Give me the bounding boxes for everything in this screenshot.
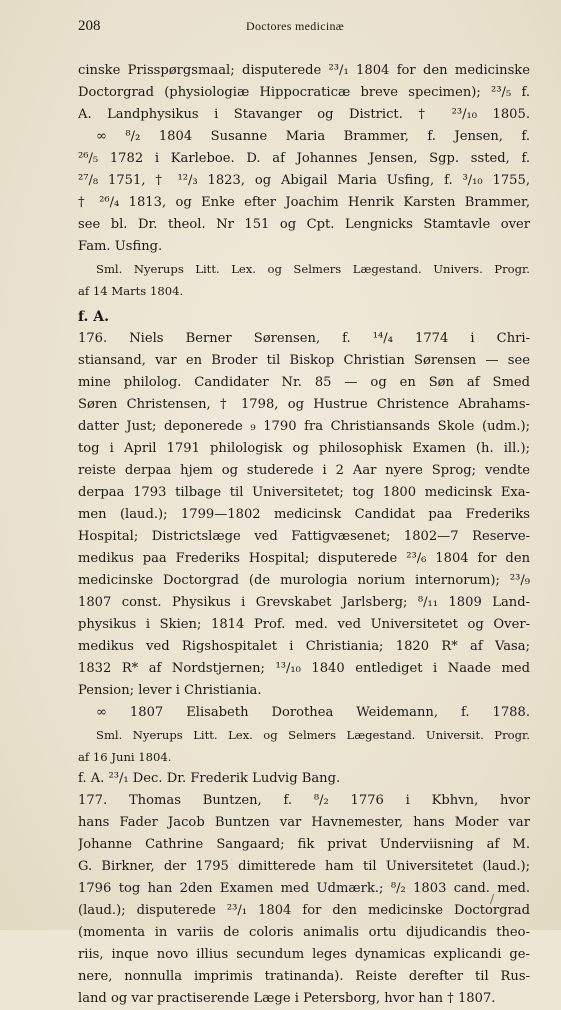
source-note: af 16 Juni 1804. bbox=[78, 750, 172, 764]
running-head: Doctores medicinæ bbox=[246, 19, 345, 33]
text-line: 1807 const. Physikus i Grevskabet Jarlsberg; ⁸/₁₁ 1809 Land- bbox=[78, 595, 530, 610]
text-line: Pension; lever i Christiania. bbox=[78, 683, 262, 698]
text-line: Doctorgrad (physiologiæ Hippocraticæ breve specimen); ²³/₅ f. bbox=[78, 85, 530, 100]
text-line: datter Just; deponerede ₉ 1790 fra Christiansands Skole (udm.); bbox=[78, 419, 530, 434]
text-line: A. Landphysikus i Stavanger og District. † ²³/₁₀ 1805. bbox=[78, 107, 530, 122]
entry-176-start: 176. Niels Berner Sørensen, f. ¹⁴/₄ 1774 i Chri- bbox=[78, 331, 530, 346]
source-note: Sml. Nyerups Litt. Lex. og Selmers Lægestand. Univers. Progr. bbox=[96, 262, 530, 276]
text-line: ∞ ⁸/₂ 1804 Susanne Maria Brammer, f. Jensen, f. bbox=[96, 129, 530, 144]
text-line: (laud.); disputerede ²³/₁ 1804 for den medicinske Doctorgrad bbox=[78, 903, 530, 918]
text-line: mine philolog. Candidater Nr. 85 — og en Søn af Smed bbox=[78, 375, 530, 390]
text-line: land og var practiserende Læge i Petersborg, hvor han † 1807. bbox=[78, 991, 496, 1006]
page-number: 208 bbox=[78, 18, 101, 34]
text-line: cinske Prisspørgsmaal; disputerede ²³/₁ 1804 for den medicinske bbox=[78, 63, 530, 78]
text-line: hans Fader Jacob Buntzen var Havnemester, hans Moder var bbox=[78, 815, 530, 830]
text-line: riis, inque novo illius secundum leges dynamicas explicandi ge- bbox=[78, 947, 530, 962]
margin-mark: / bbox=[490, 892, 495, 906]
text-line: (momenta in variis de coloris animalis ortu dijudicandis theo- bbox=[78, 925, 530, 940]
text-line: stiansand, var en Broder til Biskop Christian Sørensen — see bbox=[78, 353, 530, 368]
text-line: 1832 R* af Nordstjernen; ¹³/₁₀ 1840 entlediget i Naade med bbox=[78, 661, 530, 676]
source-note: af 14 Marts 1804. bbox=[78, 284, 184, 298]
text-line: reiste derpaa hjem og studerede i 2 Aar nyere Sprog; vendte bbox=[78, 463, 530, 478]
text-line: men (laud.); 1799—1802 medicinsk Candidat paa Frederiks bbox=[78, 507, 530, 522]
text-line: Hospital; Districtslæge ved Fattigvæsenet; 1802—7 Reserve- bbox=[78, 529, 530, 544]
text-line: physikus i Skien; 1814 Prof. med. ved Universitetet og Over- bbox=[78, 617, 530, 632]
text-line: ∞ 1807 Elisabeth Dorothea Weidemann, f. 1788. bbox=[96, 705, 530, 720]
text-line: Johanne Cathrine Sangaard; fik privat Underviisning af M. bbox=[78, 837, 530, 852]
text-line: Søren Christensen, † 1798, og Hustrue Christence Abrahams- bbox=[78, 397, 530, 412]
text-line: ²⁶/₅ 1782 i Karleboe. D. af Johannes Jensen, Sgp. ssted, f. bbox=[78, 151, 530, 166]
text-line: see bl. Dr. theol. Nr 151 og Cpt. Lengnicks Stamtavle over bbox=[78, 217, 530, 232]
text-line: tog i April 1791 philologisk og philosophisk Examen (h. ill.); bbox=[78, 441, 530, 456]
text-line: 1796 tog han 2den Examen med Udmærk.; ⁸/₂ 1803 cand. med. bbox=[78, 881, 530, 896]
entry-177-start: 177. Thomas Buntzen, f. ⁸/₂ 1776 i Kbhvn, hvor bbox=[78, 793, 530, 808]
text-line: Fam. Usfing. bbox=[78, 239, 163, 254]
section-mark: f. A. bbox=[78, 309, 110, 325]
body-text bbox=[78, 60, 530, 1010]
text-line: † ²⁶/₄ 1813, og Enke efter Joachim Henrik Karsten Brammer, bbox=[78, 195, 530, 210]
page-header bbox=[0, 10, 561, 40]
text-line: derpaa 1793 tilbage til Universitetet; tog 1800 medicinsk Exa- bbox=[78, 485, 530, 500]
text-line: G. Birkner, der 1795 dimitterede ham til Universitetet (laud.); bbox=[78, 859, 530, 874]
text-line: medicinske Doctorgrad (de murologia norium internorum); ²³/₉ bbox=[78, 573, 530, 588]
text-line: nere, nonnulla imprimis tratinanda). Reiste derefter til Rus- bbox=[78, 969, 530, 984]
section-mark: f. A. ²³/₁ Dec. Dr. Frederik Ludvig Bang. bbox=[78, 771, 341, 786]
source-note: Sml. Nyerups Litt. Lex. og Selmers Lægestand. Universit. Progr. bbox=[96, 728, 530, 742]
text-line: ²⁷/₈ 1751, † ¹²/₃ 1823, og Abigail Maria Usfing, f. ³/₁₀ 1755, bbox=[78, 173, 530, 188]
text-line: medikus paa Frederiks Hospital; disputerede ²³/₆ 1804 for den bbox=[78, 551, 530, 566]
text-line: medikus ved Rigshospitalet i Christiania; 1820 R* af Vasa; bbox=[78, 639, 530, 654]
